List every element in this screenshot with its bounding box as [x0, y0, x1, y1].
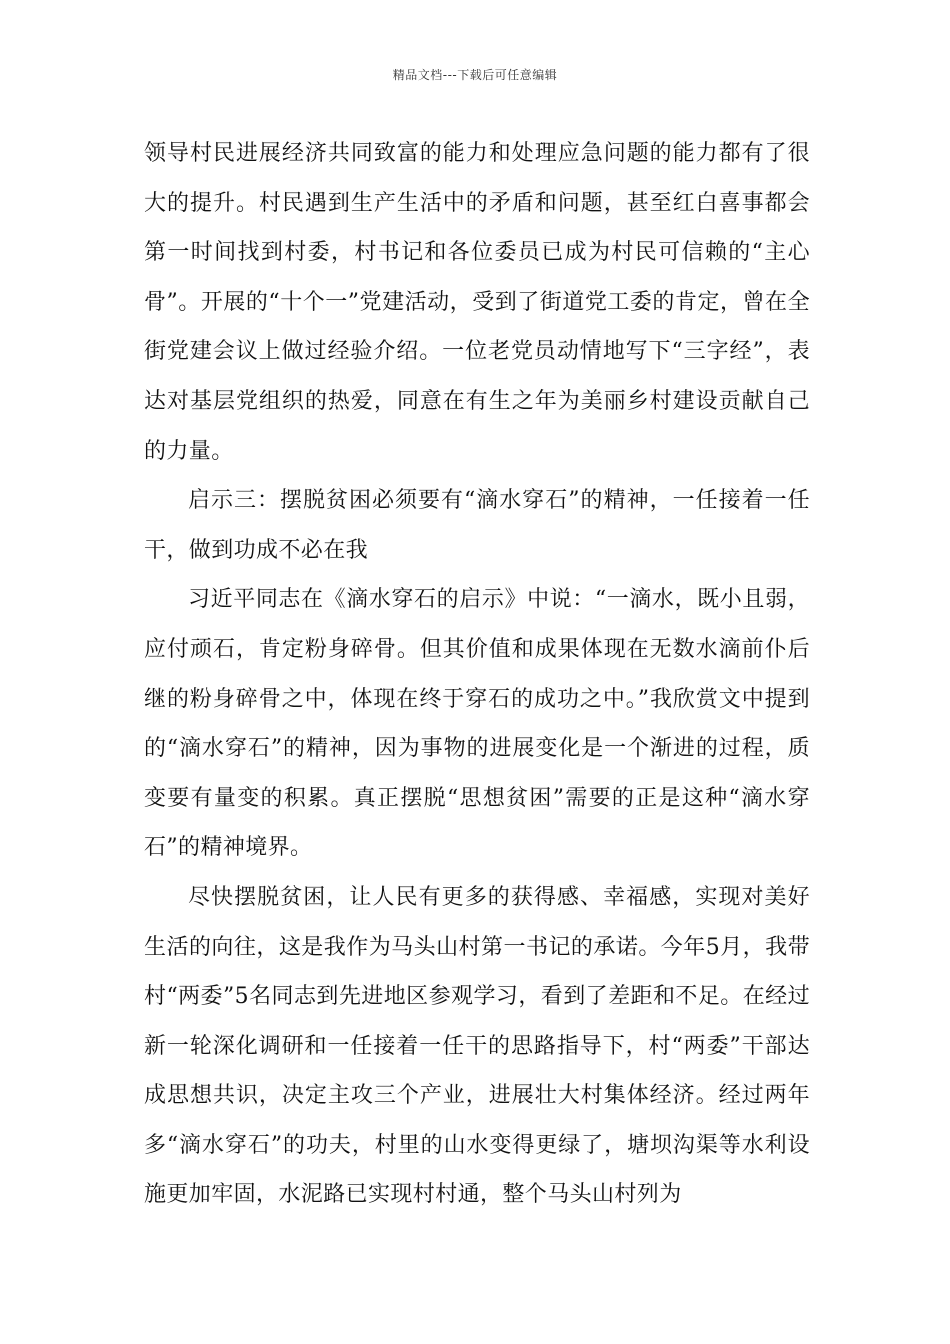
paragraph-quote: 习近平同志在《滴水穿石的启示》中说：“一滴水，既小且弱，应付顽石，肯定粉身碎骨。但其价值和成果体现在无数水滴前仆后继的粉身碎骨之中，体现在终于穿石的成功之中。”我欣赏文中提到的“滴水穿石”的精神，因为事物的进展变化是一个渐进的过程，质变要有量变的积累。真正摆脱“思想贫困”需要的正是这种“滴水穿石”的精神境界。 [144, 587, 810, 861]
paragraph-continuation: 领导村民进展经济共同致富的能力和处理应急问题的能力都有了很大的提升。村民遇到生产生活中的矛盾和问题，甚至红白喜事都会第一时间找到村委，村书记和各位委员已成为村民可信赖的“主心骨”。开展的“十个一”党建活动，受到了街道党工委的肯定，曾在全街党建会议上做过经验介绍。一位老党员动情地写下“三字经”，表达对基层党组织的热爱，同意在有生之年为美丽乡村建设贡献自己的力量。 [144, 141, 810, 464]
paragraph-heading-insight-three: 启示三：摆脱贫困必须要有“滴水穿石”的精神，一任接着一任干，做到功成不必在我 [144, 488, 810, 563]
page-header: 精品文档---下载后可任意编辑 [392, 68, 558, 82]
paragraph-commitment: 尽快摆脱贫困，让人民有更多的获得感、幸福感，实现对美好生活的向往，这是我作为马头山村第一书记的承诺。今年5月，我带村“两委”5名同志到先进地区参观学习，看到了差距和不足。在经过新一轮深化调研和一任接着一任干的思路指导下，村“两委”干部达成思想共识，决定主攻三个产业，进展壮大村集体经济。经过两年多“滴水穿石”的功夫，村里的山水变得更绿了，塘坝沟渠等水利设施更加牢固，水泥路已实现村村通，整个马头山村列为 [144, 884, 810, 1208]
document-body [144, 129, 810, 1220]
